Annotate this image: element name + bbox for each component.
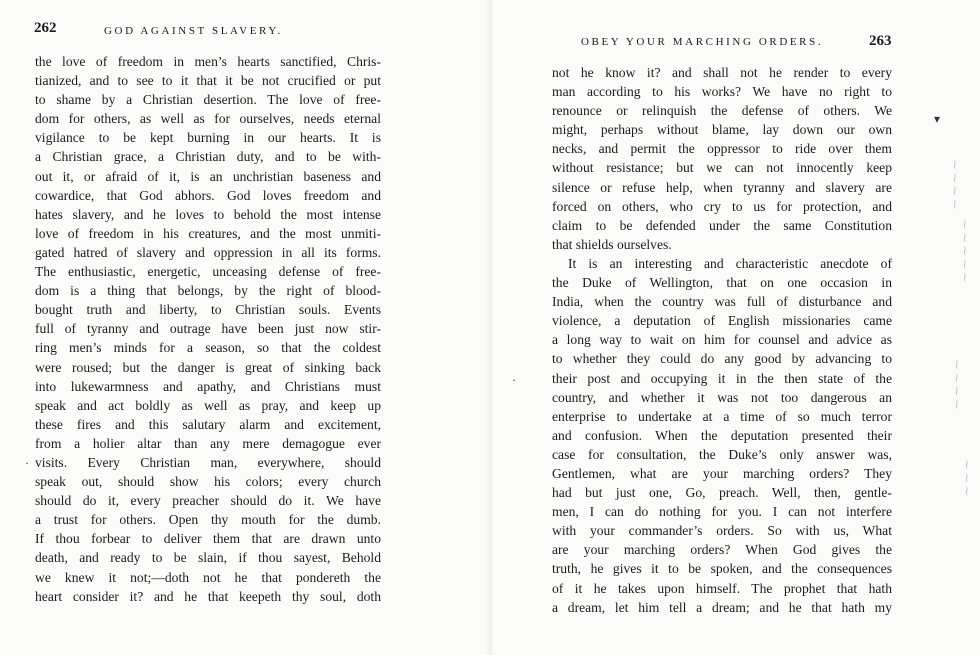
text-line: had but just one, Go, preach. Well, then, gentle- xyxy=(552,485,892,501)
text-line: If thou forbear to deliver them that are drawn unto xyxy=(35,531,381,547)
right-page-body xyxy=(552,63,892,617)
text-line: that shields ourselves. xyxy=(552,236,672,252)
text-line: without resistance; but we can not innocently keep xyxy=(552,160,892,176)
text-line: to whether they could do any good by advancing to xyxy=(552,351,892,367)
text-line: country, and whether it was not too dangerous an xyxy=(552,389,892,405)
text-line: a Christian grace, a Christian duty, and to be with- xyxy=(35,149,381,165)
text-line: speak out, should show his colors; every church xyxy=(35,474,381,490)
text-line: the love of freedom in men’s hearts sanctified, Chris- xyxy=(35,54,381,69)
text-line: with your commander’s orders. So with us, What xyxy=(552,523,892,539)
text-line: their post and occupying it in the then state of the xyxy=(552,370,892,386)
text-line: might, perhaps without blame, lay down our own xyxy=(552,122,892,138)
left-running-head: GOD AGAINST SLAVERY. xyxy=(104,25,283,37)
text-line: are your marching orders? When God gives the xyxy=(552,542,892,558)
text-line: gated hatred of slavery and oppression in all its forms. xyxy=(35,244,381,260)
text-line: into lukewarmness and apathy, and Christians must xyxy=(35,378,381,394)
text-line: It is an interesting and characteristic anecdote of xyxy=(568,255,892,271)
text-line: forced on others, who cry to us for protection, and xyxy=(552,198,892,214)
left-page-body xyxy=(35,52,381,606)
margin-mark: · xyxy=(512,373,516,387)
text-line: these fires and this salutary alarm and excitement, xyxy=(35,416,381,432)
text-line: vigilance to be kept burning in our hearts. It is xyxy=(35,130,381,146)
text-line: of it he takes upon himself. The prophet that hath xyxy=(552,580,892,596)
right-running-head: OBEY YOUR MARCHING ORDERS. xyxy=(581,36,824,48)
text-line: speak and act boldly as well as pray, and keep up xyxy=(35,397,381,413)
text-line: case for consultation, the Duke’s only answer was, xyxy=(552,446,892,462)
text-line: dom for others, as well as for ourselves, needs eternal xyxy=(35,111,381,127)
text-line: tianized, and to see to it that it be not crucified or put xyxy=(35,73,381,89)
text-line: silence or refuse help, when tyranny and slavery are xyxy=(552,179,892,195)
text-line: renounce or relinquish the defense of others. We xyxy=(552,103,892,119)
text-line: death, and ready to be slain, if thou sayest, Behold xyxy=(35,550,381,566)
text-line: The enthusiastic, energetic, unceasing defense of free- xyxy=(35,264,381,280)
text-line: a dream, let him tell a dream; and he that hath my xyxy=(552,599,892,615)
text-line: hates slavery, and he loves to behold the most intense xyxy=(35,206,381,222)
text-line: necks, and permit the oppressor to ride over them xyxy=(552,141,892,157)
text-line: enterprise to undertake at a time of so much terror xyxy=(552,408,892,424)
text-line: visits. Every Christian man, everywhere, should xyxy=(35,454,381,470)
text-line: cowardice, that God abhors. God loves freedom and xyxy=(35,187,381,203)
text-line: India, when the country was full of disturbance and xyxy=(552,294,892,310)
text-line: to shame by a Christian desertion. The love of free- xyxy=(35,92,381,108)
text-line: truth, he gives it to be spoken, and the consequences xyxy=(552,561,892,577)
text-line: Gentlemen, what are your marching orders? They xyxy=(552,465,892,481)
text-line: out it, or afraid of it, is an unchristian baseness and xyxy=(35,168,381,184)
text-line: should do it, every preacher should do it. We have xyxy=(35,493,381,509)
show-through-marks: ⁓ ⁓ ⁓ ⁓ ⁓ ⁓ ⁓ ⁓ ⁓ ⁓ ⁓ ⁓ ⁓ ⁓ ⁓ ⁓ xyxy=(950,160,972,497)
text-line: claim to be defended under the same Constitution xyxy=(552,217,892,233)
text-line: dom is a thing that belongs, by the right of blood- xyxy=(35,283,381,299)
right-page xyxy=(490,0,980,655)
text-line: men, I can do nothing for you. I can not interfere xyxy=(552,504,892,520)
text-line: heart consider it? and he that keepeth thy soul, doth xyxy=(35,588,381,604)
text-line: love of freedom in his creatures, and the most unmiti- xyxy=(35,225,381,241)
text-line: man according to his works? We have no right to xyxy=(552,84,892,100)
text-line: we knew it not;—doth not he that pondereth the xyxy=(35,569,381,585)
left-page-number: 262 xyxy=(34,20,57,36)
text-line: full of tyranny and outrage have been just now stir- xyxy=(35,321,381,337)
margin-mark: · xyxy=(25,456,29,470)
text-line: ring men’s minds for a season, so that the coldest xyxy=(35,340,381,356)
margin-mark: ▾ xyxy=(934,112,941,126)
text-line: the Duke of Wellington, that on one occasion in xyxy=(552,275,892,291)
text-line: a trust for others. Open thy mouth for the dumb. xyxy=(35,512,381,528)
right-page-number: 263 xyxy=(869,33,892,49)
text-line: from a holier altar than any mere demagogue ever xyxy=(35,435,381,451)
text-line: were roused; but the danger is great of sinking back xyxy=(35,359,381,375)
text-line: not he know it? and shall not he render to every xyxy=(552,65,892,80)
text-line: a long way to wait on him for counsel and advice as xyxy=(552,332,892,348)
text-line: and confusion. When the deputation presented their xyxy=(552,427,892,443)
text-line: bought truth and liberty, to Christian souls. Events xyxy=(35,302,381,318)
text-line: violence, a deputation of English missionaries came xyxy=(552,313,892,329)
